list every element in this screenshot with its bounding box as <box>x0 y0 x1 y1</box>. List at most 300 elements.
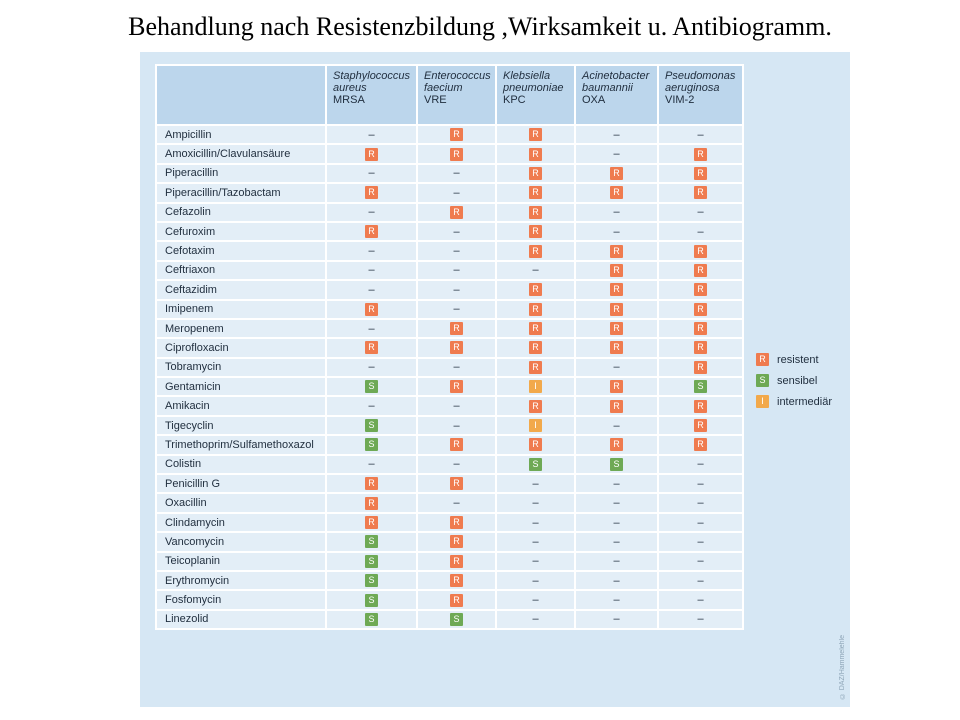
status-badge: R <box>450 128 463 141</box>
table-cell <box>326 610 417 629</box>
table-cell <box>496 280 575 299</box>
no-data-dash: – <box>532 516 539 529</box>
table-cell <box>496 300 575 319</box>
table-cell <box>417 164 496 183</box>
table-row <box>156 164 743 183</box>
no-data-dash: – <box>697 516 704 529</box>
no-data-dash: – <box>613 225 620 238</box>
table-cell <box>417 590 496 609</box>
drug-name: Imipenem <box>156 300 326 319</box>
table-cell <box>496 241 575 260</box>
table-cell <box>417 358 496 377</box>
status-badge: S <box>365 594 378 607</box>
table-cell <box>496 610 575 629</box>
table-cell <box>326 261 417 280</box>
status-badge: R <box>450 477 463 490</box>
table-cell <box>326 513 417 532</box>
table-cell <box>326 377 417 396</box>
table-row <box>156 358 743 377</box>
table-cell <box>496 416 575 435</box>
status-badge: R <box>365 148 378 161</box>
status-badge: R <box>610 303 623 316</box>
status-badge: R <box>610 283 623 296</box>
table-row <box>156 552 743 571</box>
no-data-dash: – <box>368 400 375 413</box>
table-cell <box>658 590 743 609</box>
table-cell <box>417 183 496 202</box>
table-cell <box>575 183 658 202</box>
image-credit: © DAZ/Hammelehle <box>839 634 846 699</box>
drug-name: Penicillin G <box>156 474 326 493</box>
no-data-dash: – <box>697 206 704 219</box>
status-badge: R <box>694 419 707 432</box>
no-data-dash: – <box>453 361 460 374</box>
status-badge: R <box>450 380 463 393</box>
table-cell <box>575 203 658 222</box>
no-data-dash: – <box>368 458 375 471</box>
table-cell <box>658 493 743 512</box>
table-cell <box>417 493 496 512</box>
table-body <box>156 125 743 629</box>
table-cell <box>496 396 575 415</box>
table-row <box>156 280 743 299</box>
drug-name: Ampicillin <box>156 125 326 144</box>
table-cell <box>575 222 658 241</box>
no-data-dash: – <box>532 497 539 510</box>
no-data-dash: – <box>453 497 460 510</box>
status-badge: R <box>529 206 542 219</box>
no-data-dash: – <box>368 322 375 335</box>
table-cell <box>658 396 743 415</box>
drug-name: Cefotaxim <box>156 241 326 260</box>
table-cell <box>417 416 496 435</box>
status-badge: S <box>365 574 378 587</box>
table-cell <box>417 571 496 590</box>
table-cell <box>575 590 658 609</box>
drug-name: Clindamycin <box>156 513 326 532</box>
no-data-dash: – <box>697 225 704 238</box>
status-badge: R <box>610 264 623 277</box>
table-cell <box>496 203 575 222</box>
no-data-dash: – <box>453 186 460 199</box>
no-data-dash: – <box>613 419 620 432</box>
drug-name: Colistin <box>156 455 326 474</box>
table-row <box>156 241 743 260</box>
legend-item <box>756 370 832 391</box>
drug-name: Piperacillin/Tazobactam <box>156 183 326 202</box>
table-cell <box>496 513 575 532</box>
table-cell <box>417 532 496 551</box>
drug-name: Gentamicin <box>156 377 326 396</box>
table-cell <box>496 183 575 202</box>
status-badge: R <box>610 380 623 393</box>
status-badge: R <box>694 322 707 335</box>
no-data-dash: – <box>697 477 704 490</box>
status-badge: R <box>450 438 463 451</box>
status-badge: R <box>450 594 463 607</box>
table-cell <box>417 552 496 571</box>
status-badge: R <box>450 341 463 354</box>
status-badge: R <box>694 167 707 180</box>
column-header: Klebsiella pneumoniae KPC <box>496 65 575 125</box>
table-cell <box>496 222 575 241</box>
column-header: Staphylococcus aureus MRSA <box>326 65 417 125</box>
table-cell <box>496 571 575 590</box>
status-badge: R <box>610 167 623 180</box>
table-cell <box>575 396 658 415</box>
table-cell <box>575 416 658 435</box>
table-cell <box>417 125 496 144</box>
drug-name: Trimethoprim/Sulfamethoxazol <box>156 435 326 454</box>
status-badge: R <box>365 497 378 510</box>
table-cell <box>326 552 417 571</box>
no-data-dash: – <box>613 497 620 510</box>
table-cell <box>658 435 743 454</box>
status-badge: R <box>610 400 623 413</box>
no-data-dash: – <box>697 574 704 587</box>
status-badge: R <box>450 555 463 568</box>
antibiogram-figure <box>140 52 850 707</box>
table-cell <box>326 590 417 609</box>
table-cell <box>658 571 743 590</box>
table-cell <box>575 241 658 260</box>
status-badge: S <box>365 438 378 451</box>
status-badge: R <box>450 206 463 219</box>
no-data-dash: – <box>613 148 620 161</box>
table-cell <box>417 280 496 299</box>
table-cell <box>658 300 743 319</box>
table-cell <box>326 300 417 319</box>
no-data-dash: – <box>368 167 375 180</box>
status-badge: R <box>610 341 623 354</box>
antibiogram-table <box>155 64 744 630</box>
table-cell <box>658 241 743 260</box>
drug-name: Amoxicillin/Clavulansäure <box>156 144 326 163</box>
no-data-dash: – <box>532 477 539 490</box>
no-data-dash: – <box>368 361 375 374</box>
table-row <box>156 338 743 357</box>
drug-name: Fosfomycin <box>156 590 326 609</box>
status-badge: S <box>610 458 623 471</box>
table-cell <box>326 203 417 222</box>
legend-label: intermediär <box>777 395 833 408</box>
table-cell <box>326 358 417 377</box>
table-cell <box>326 183 417 202</box>
status-badge: R <box>529 400 542 413</box>
table-cell <box>326 435 417 454</box>
table-row <box>156 455 743 474</box>
table-cell <box>575 358 658 377</box>
no-data-dash: – <box>453 264 460 277</box>
table-cell <box>326 125 417 144</box>
table-cell <box>575 493 658 512</box>
table-row <box>156 222 743 241</box>
column-header: Pseudomonas aeruginosa VIM-2 <box>658 65 743 125</box>
table-cell <box>417 396 496 415</box>
table-cell <box>658 532 743 551</box>
status-badge: R <box>694 264 707 277</box>
table-cell <box>575 261 658 280</box>
table-cell <box>326 532 417 551</box>
table-cell <box>658 144 743 163</box>
no-data-dash: – <box>453 225 460 238</box>
table-cell <box>417 144 496 163</box>
no-data-dash: – <box>697 555 704 568</box>
table-cell <box>496 164 575 183</box>
status-badge: I <box>756 395 769 408</box>
table-cell <box>326 493 417 512</box>
no-data-dash: – <box>453 458 460 471</box>
table-cell <box>417 300 496 319</box>
drug-name: Meropenem <box>156 319 326 338</box>
no-data-dash: – <box>453 283 460 296</box>
no-data-dash: – <box>368 245 375 258</box>
no-data-dash: – <box>453 419 460 432</box>
no-data-dash: – <box>613 477 620 490</box>
table-cell <box>575 377 658 396</box>
status-badge: R <box>365 186 378 199</box>
no-data-dash: – <box>453 400 460 413</box>
table-cell <box>575 513 658 532</box>
status-badge: S <box>365 535 378 548</box>
table-cell <box>575 338 658 357</box>
status-badge: R <box>694 361 707 374</box>
no-data-dash: – <box>613 574 620 587</box>
no-data-dash: – <box>697 458 704 471</box>
status-badge: R <box>610 186 623 199</box>
drug-name: Piperacillin <box>156 164 326 183</box>
status-badge: R <box>694 303 707 316</box>
status-badge: S <box>365 613 378 626</box>
table-cell <box>496 474 575 493</box>
table-cell <box>326 416 417 435</box>
status-badge: R <box>450 535 463 548</box>
header-corner <box>156 65 326 125</box>
drug-name: Amikacin <box>156 396 326 415</box>
table-row <box>156 203 743 222</box>
status-badge: R <box>529 186 542 199</box>
status-badge: R <box>529 225 542 238</box>
table-cell <box>496 358 575 377</box>
no-data-dash: – <box>613 206 620 219</box>
table-row <box>156 416 743 435</box>
status-badge: R <box>694 283 707 296</box>
status-badge: R <box>450 574 463 587</box>
table-cell <box>658 552 743 571</box>
status-badge: R <box>365 303 378 316</box>
drug-name: Ciprofloxacin <box>156 338 326 357</box>
table-row <box>156 532 743 551</box>
legend-item <box>756 349 832 370</box>
table-cell <box>658 358 743 377</box>
column-header: Enterococcus faecium VRE <box>417 65 496 125</box>
drug-name: Linezolid <box>156 610 326 629</box>
drug-name: Tigecyclin <box>156 416 326 435</box>
table-cell <box>496 261 575 280</box>
table-row <box>156 590 743 609</box>
no-data-dash: – <box>532 264 539 277</box>
table-cell <box>575 319 658 338</box>
table-cell <box>417 455 496 474</box>
table-cell <box>326 222 417 241</box>
table-cell <box>417 203 496 222</box>
table-cell <box>575 571 658 590</box>
table-cell <box>496 532 575 551</box>
no-data-dash: – <box>368 264 375 277</box>
legend <box>756 349 832 412</box>
drug-name: Ceftriaxon <box>156 261 326 280</box>
status-badge: R <box>529 167 542 180</box>
table-row <box>156 396 743 415</box>
drug-name: Erythromycin <box>156 571 326 590</box>
table-cell <box>326 164 417 183</box>
table-cell <box>496 590 575 609</box>
status-badge: R <box>529 438 542 451</box>
no-data-dash: – <box>613 594 620 607</box>
table-cell <box>326 319 417 338</box>
status-badge: R <box>694 400 707 413</box>
table-cell <box>496 435 575 454</box>
table-row <box>156 435 743 454</box>
table-cell <box>496 552 575 571</box>
no-data-dash: – <box>697 594 704 607</box>
status-badge: R <box>529 303 542 316</box>
table-row <box>156 610 743 629</box>
table-cell <box>417 474 496 493</box>
table-cell <box>496 493 575 512</box>
table-cell <box>326 144 417 163</box>
drug-name: Vancomycin <box>156 532 326 551</box>
drug-name: Tobramycin <box>156 358 326 377</box>
drug-name: Teicoplanin <box>156 552 326 571</box>
table-cell <box>658 377 743 396</box>
table-cell <box>575 610 658 629</box>
table-cell <box>417 377 496 396</box>
table-cell <box>575 474 658 493</box>
table-cell <box>575 435 658 454</box>
status-badge: S <box>529 458 542 471</box>
drug-name: Ceftazidim <box>156 280 326 299</box>
table-cell <box>658 338 743 357</box>
status-badge: R <box>694 148 707 161</box>
table-cell <box>417 319 496 338</box>
table-cell <box>326 474 417 493</box>
no-data-dash: – <box>453 303 460 316</box>
no-data-dash: – <box>613 613 620 626</box>
status-badge: R <box>694 186 707 199</box>
legend-item <box>756 391 832 412</box>
table-cell <box>658 125 743 144</box>
table-cell <box>496 319 575 338</box>
no-data-dash: – <box>613 128 620 141</box>
table-cell <box>658 203 743 222</box>
table-cell <box>326 571 417 590</box>
no-data-dash: – <box>453 245 460 258</box>
no-data-dash: – <box>368 283 375 296</box>
table-cell <box>658 319 743 338</box>
no-data-dash: – <box>613 516 620 529</box>
status-badge: S <box>365 419 378 432</box>
status-badge: R <box>529 361 542 374</box>
no-data-dash: – <box>532 555 539 568</box>
table-cell <box>658 164 743 183</box>
table-cell <box>496 455 575 474</box>
status-badge: R <box>529 128 542 141</box>
table-cell <box>658 222 743 241</box>
header-row <box>156 65 743 125</box>
status-badge: S <box>365 380 378 393</box>
table-row <box>156 144 743 163</box>
no-data-dash: – <box>532 574 539 587</box>
status-badge: R <box>694 438 707 451</box>
table-cell <box>658 474 743 493</box>
table-cell <box>575 455 658 474</box>
status-badge: R <box>529 322 542 335</box>
table-cell <box>575 125 658 144</box>
table-row <box>156 125 743 144</box>
status-badge: I <box>529 419 542 432</box>
table-cell <box>658 280 743 299</box>
table-cell <box>575 532 658 551</box>
no-data-dash: – <box>613 555 620 568</box>
table-cell <box>496 338 575 357</box>
no-data-dash: – <box>368 128 375 141</box>
status-badge: S <box>756 374 769 387</box>
table-cell <box>658 183 743 202</box>
table-row <box>156 571 743 590</box>
table-row <box>156 513 743 532</box>
table-cell <box>326 338 417 357</box>
no-data-dash: – <box>613 361 620 374</box>
table-cell <box>658 416 743 435</box>
no-data-dash: – <box>532 613 539 626</box>
table-cell <box>496 144 575 163</box>
table-cell <box>658 261 743 280</box>
table-cell <box>496 125 575 144</box>
table-cell <box>575 164 658 183</box>
status-badge: R <box>694 245 707 258</box>
table-cell <box>326 455 417 474</box>
table-cell <box>326 241 417 260</box>
status-badge: R <box>365 477 378 490</box>
table-cell <box>658 610 743 629</box>
status-badge: R <box>694 341 707 354</box>
status-badge: S <box>694 380 707 393</box>
table-cell <box>417 261 496 280</box>
no-data-dash: – <box>453 167 460 180</box>
status-badge: R <box>450 148 463 161</box>
table-cell <box>575 144 658 163</box>
status-badge: R <box>365 516 378 529</box>
status-badge: R <box>529 341 542 354</box>
table-cell <box>417 610 496 629</box>
table-cell <box>417 241 496 260</box>
table-cell <box>575 300 658 319</box>
table-row <box>156 319 743 338</box>
status-badge: R <box>450 322 463 335</box>
table-cell <box>326 396 417 415</box>
no-data-dash: – <box>532 535 539 548</box>
drug-name: Cefazolin <box>156 203 326 222</box>
status-badge: R <box>529 283 542 296</box>
table-cell <box>658 513 743 532</box>
no-data-dash: – <box>532 594 539 607</box>
drug-name: Cefuroxim <box>156 222 326 241</box>
no-data-dash: – <box>368 206 375 219</box>
no-data-dash: – <box>697 613 704 626</box>
no-data-dash: – <box>697 535 704 548</box>
status-badge: S <box>365 555 378 568</box>
